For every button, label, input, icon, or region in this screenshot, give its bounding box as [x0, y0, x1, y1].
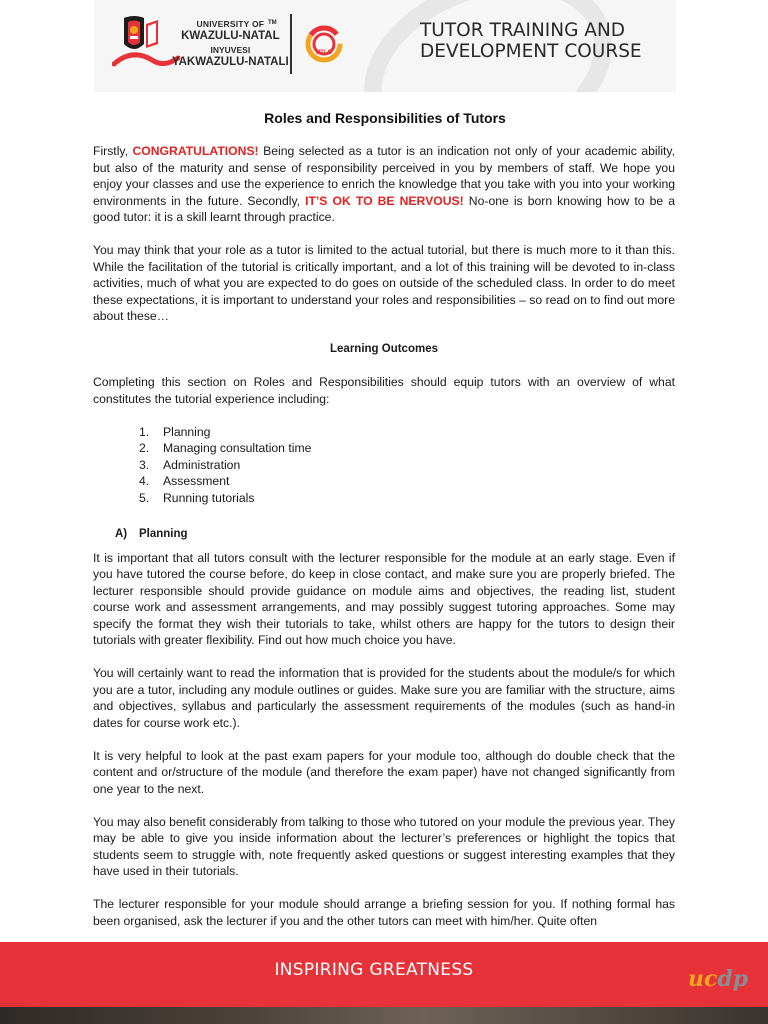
planning-paragraph-5: The lecturer responsible for your module should arrange a briefing session for you. If nothing formal has been organised, ask the lecturer if you and the other tutors can meet with him/her. Quite often [93, 897, 675, 928]
intro-paragraph-1 [93, 143, 675, 226]
list-item [139, 440, 675, 457]
course-title-line-1: TUTOR TRAINING AND [420, 20, 626, 41]
planning-paragraph-2: You will certainly want to read the information that is provided for the students about the module/s for which you are a tutor, including any module outlines or guides. Make sure you are familiar with the structure, aims and objectives, syllabus and particularly the assessment requirements of the modules (such as hand-in dates for course work etc.). [93, 666, 675, 730]
list-item [139, 424, 675, 441]
planning-paragraph-1: It is important that all tutors consult with the lecturer responsible for the module at an early stage. Even if you have tutored the course before, do keep in close contact, and make sure you are properly briefed. The lecturer responsible should provide guidance on module aims and objectives, the reading list, student course work and assessment arrangements, and may possibly suggest tutoring approaches. Some may specify the format they wish their tutorials to take, whilst others are happy for the tutors to design their tutorials with greater flexibility. Find out how much choice you have. [93, 550, 675, 647]
university-line-4: YAKWAZULU-NATALI [172, 56, 289, 68]
header-divider [290, 14, 292, 74]
document-body [93, 143, 675, 946]
intro-p1-part1: Firstly, [93, 144, 133, 158]
course-title-line-2: DEVELOPMENT COURSE [420, 41, 642, 62]
ucdp-logo [688, 966, 748, 992]
list-number: 5. [139, 490, 150, 505]
ucdp-dp: dp [717, 966, 749, 992]
course-title [420, 20, 642, 62]
trademark-mark: TM [268, 20, 277, 26]
list-text: Planning [163, 424, 211, 439]
learning-outcomes-heading: Learning Outcomes [330, 343, 438, 355]
footer-photo-strip [0, 1007, 768, 1024]
section-a-letter: A) [115, 528, 128, 540]
list-number: 1. [139, 424, 150, 439]
section-a-heading [115, 526, 675, 543]
outcomes-intro: Completing this section on Roles and Responsibilities should equip tutors with an overview of what constitutes the tutorial experience including: [93, 375, 675, 406]
nervous-highlight: IT’S OK TO BE NERVOUS! [305, 193, 464, 208]
planning-paragraph-4: You may also benefit considerably from talking to those who tutored on your module the previous year. They may be able to give you inside information about the lecturer’s preferences or highlight the topics that students seem to struggle with, note frequently asked questions or suggest interesting examples that they have used in their tutorials. [93, 814, 675, 878]
intro-p1-part3: No-one is born knowing how to be a good tutor: it is a skill learnt through practice. [93, 193, 676, 224]
ukzn-wordmark [172, 19, 289, 68]
list-text: Running tutorials [163, 490, 255, 505]
utlo-logo [304, 24, 344, 64]
footer-tagline: INSPIRING GREATNESS [274, 960, 474, 980]
list-text: Managing consultation time [163, 441, 312, 455]
university-line-3: INYUVESI [210, 45, 251, 55]
section-a-title: Planning [139, 528, 188, 540]
list-text: Administration [163, 457, 241, 472]
list-item [139, 490, 675, 507]
planning-paragraph-3: It is very helpful to look at the past exam papers for your module too, although do double check that the content and or/structure of the module (and therefore the exam paper) have not changed significantly from one year to the next. [93, 748, 675, 796]
intro-paragraph-2: You may think that your role as a tutor is limited to the actual tutorial, but there is much more to it than this. While the facilitation of the tutorial is critically important, and a lot of this training will be devoted to in-class activities, much of what you are expected to do goes on outside of the scheduled class. In order to do meet these expectations, it is important to understand your roles and responsibilities – so read on to find out more about these… [93, 243, 675, 323]
list-item [139, 457, 675, 474]
list-number: 2. [139, 441, 150, 455]
congratulations-highlight: CONGRATULATIONS! [132, 144, 259, 158]
utlo-label: UTLO [315, 50, 333, 56]
list-number: 4. [139, 474, 150, 488]
list-text: Assessment [163, 474, 230, 488]
intro-p1-part2: Being selected as a tutor is an indication not only of your academic ability, but also of the maturity and sense of responsibility perceived in you by members of staff. We hope you enjoy your classes and use the experience to enrich the knowledge that you take with you into your working environments in the future. Secondly, [93, 144, 675, 208]
list-item [139, 473, 675, 490]
ucdp-uc: uc [688, 966, 718, 992]
outcomes-list [93, 424, 675, 507]
university-line-1: UNIVERSITY OF [196, 19, 265, 29]
list-number: 3. [139, 457, 150, 472]
university-line-2: KWAZULU-NATAL [181, 30, 280, 42]
page-title: Roles and Responsibilities of Tutors [264, 110, 506, 126]
